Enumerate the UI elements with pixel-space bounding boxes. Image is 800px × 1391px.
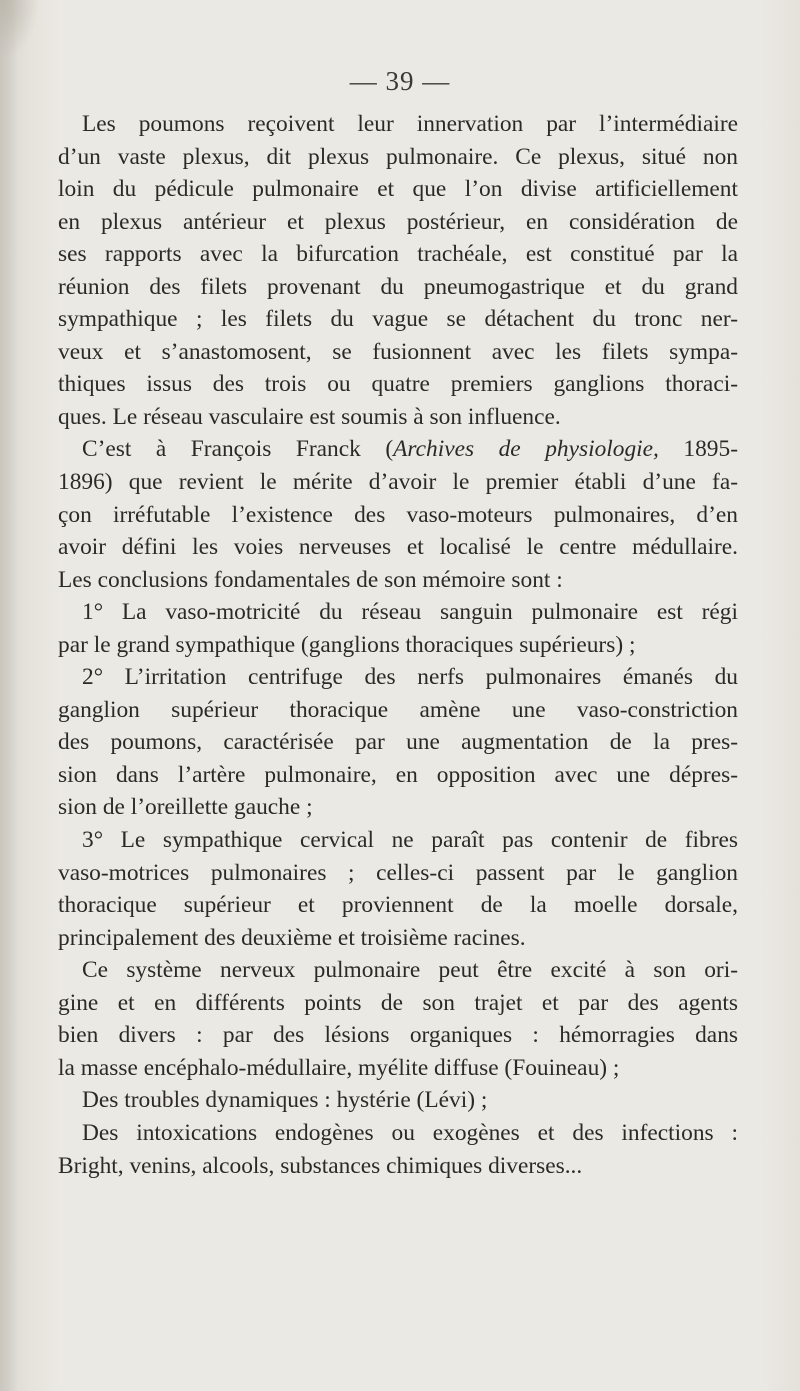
text-line: sion de l’oreillette gauche ;: [58, 794, 313, 821]
text-line: Des troubles dynamiques : hystérie (Lévi) ;: [82, 1087, 488, 1114]
paragraph-excitation: [58, 954, 738, 1084]
text-line: ses rapports avec la bifurcation trachéale, est constitué par la: [58, 241, 738, 268]
text-line: 1896) que revient le mérite d’avoir le premier établi d’une fa-: [58, 469, 738, 496]
text-line: Des intoxications endogènes ou exogènes et des infections :: [82, 1119, 738, 1146]
body-text: [58, 108, 738, 1182]
text-line: 3° Le sympathique cervical ne paraît pas contenir de fibres: [82, 827, 738, 854]
text-line: ques. Le réseau vasculaire est soumis à son influence.: [58, 403, 561, 430]
text-line: avoir défini les voies nerveuses et localisé le centre médullaire.: [58, 534, 738, 561]
page-edge-shadow: [0, 0, 18, 1391]
text-line: Les conclusions fondamentales de son mémoire sont :: [58, 566, 563, 593]
text-line: 1° La vaso-motricité du réseau sanguin pulmonaire est régi: [82, 599, 738, 626]
text-line: veux et s’anastomosent, se fusionnent avec les filets sympa-: [58, 338, 738, 365]
paragraph-francois-franck: [58, 433, 738, 596]
text-line: Ce système nerveux pulmonaire peut être excité à son ori-: [82, 957, 738, 984]
text-line: Bright, venins, alcools, substances chimiques diverses...: [58, 1152, 583, 1179]
text-span: 1895-: [658, 436, 738, 463]
citation-title: Archives de physiologie,: [393, 436, 659, 463]
text-line: en plexus antérieur et plexus postérieur, en considération de: [58, 208, 738, 235]
conclusion-1: [58, 596, 738, 661]
text-line: d’un vaste plexus, dit plexus pulmonaire. Ce plexus, situé non: [58, 143, 738, 170]
page-number: — 39 —: [349, 66, 451, 96]
text-line: principalement des deuxième et troisième racines.: [58, 924, 526, 951]
text-line: sympathique ; les filets du vague se détachent du tronc ner-: [58, 306, 738, 333]
paragraph-innervation: [58, 108, 738, 433]
text-line: ganglion supérieur thoracique amène une vaso-constriction: [58, 696, 738, 723]
text-span: C’est à François Franck (: [82, 436, 394, 463]
text-line: réunion des filets provenant du pneumogastrique et du grand: [58, 273, 738, 300]
text-line: loin du pédicule pulmonaire et que l’on divise artificiellement: [58, 176, 738, 203]
text-line: [58, 433, 738, 466]
conclusion-3: [58, 824, 738, 954]
text-line: des poumons, caractérisée par une augmentation de la pres-: [58, 729, 738, 756]
conclusion-2: [58, 661, 738, 824]
paragraph-troubles: [58, 1084, 738, 1117]
text-line: thiques issus des trois ou quatre premiers ganglions thoraci-: [58, 371, 738, 398]
paragraph-intoxications: [58, 1117, 738, 1182]
text-line: sion dans l’artère pulmonaire, en opposition avec une dépres-: [58, 761, 738, 788]
text-line: Les poumons reçoivent leur innervation par l’intermédiaire: [82, 111, 738, 137]
text-line: çon irréfutable l’existence des vaso-moteurs pulmonaires, d’en: [58, 501, 738, 528]
corner-stain: [0, 0, 40, 60]
text-line: thoracique supérieur et proviennent de la moelle dorsale,: [58, 892, 738, 919]
text-line: bien divers : par des lésions organiques : hémorragies dans: [58, 1022, 738, 1049]
text-line: gine et en différents points de son trajet et par des agents: [58, 989, 738, 1016]
text-line: 2° L’irritation centrifuge des nerfs pulmonaires émanés du: [82, 664, 738, 691]
text-line: par le grand sympathique (ganglions thoraciques supérieurs) ;: [58, 631, 636, 658]
text-line: la masse encéphalo-médullaire, myélite diffuse (Fouineau) ;: [58, 1054, 620, 1081]
text-line: vaso-motrices pulmonaires ; celles-ci passent par le ganglion: [58, 859, 738, 886]
